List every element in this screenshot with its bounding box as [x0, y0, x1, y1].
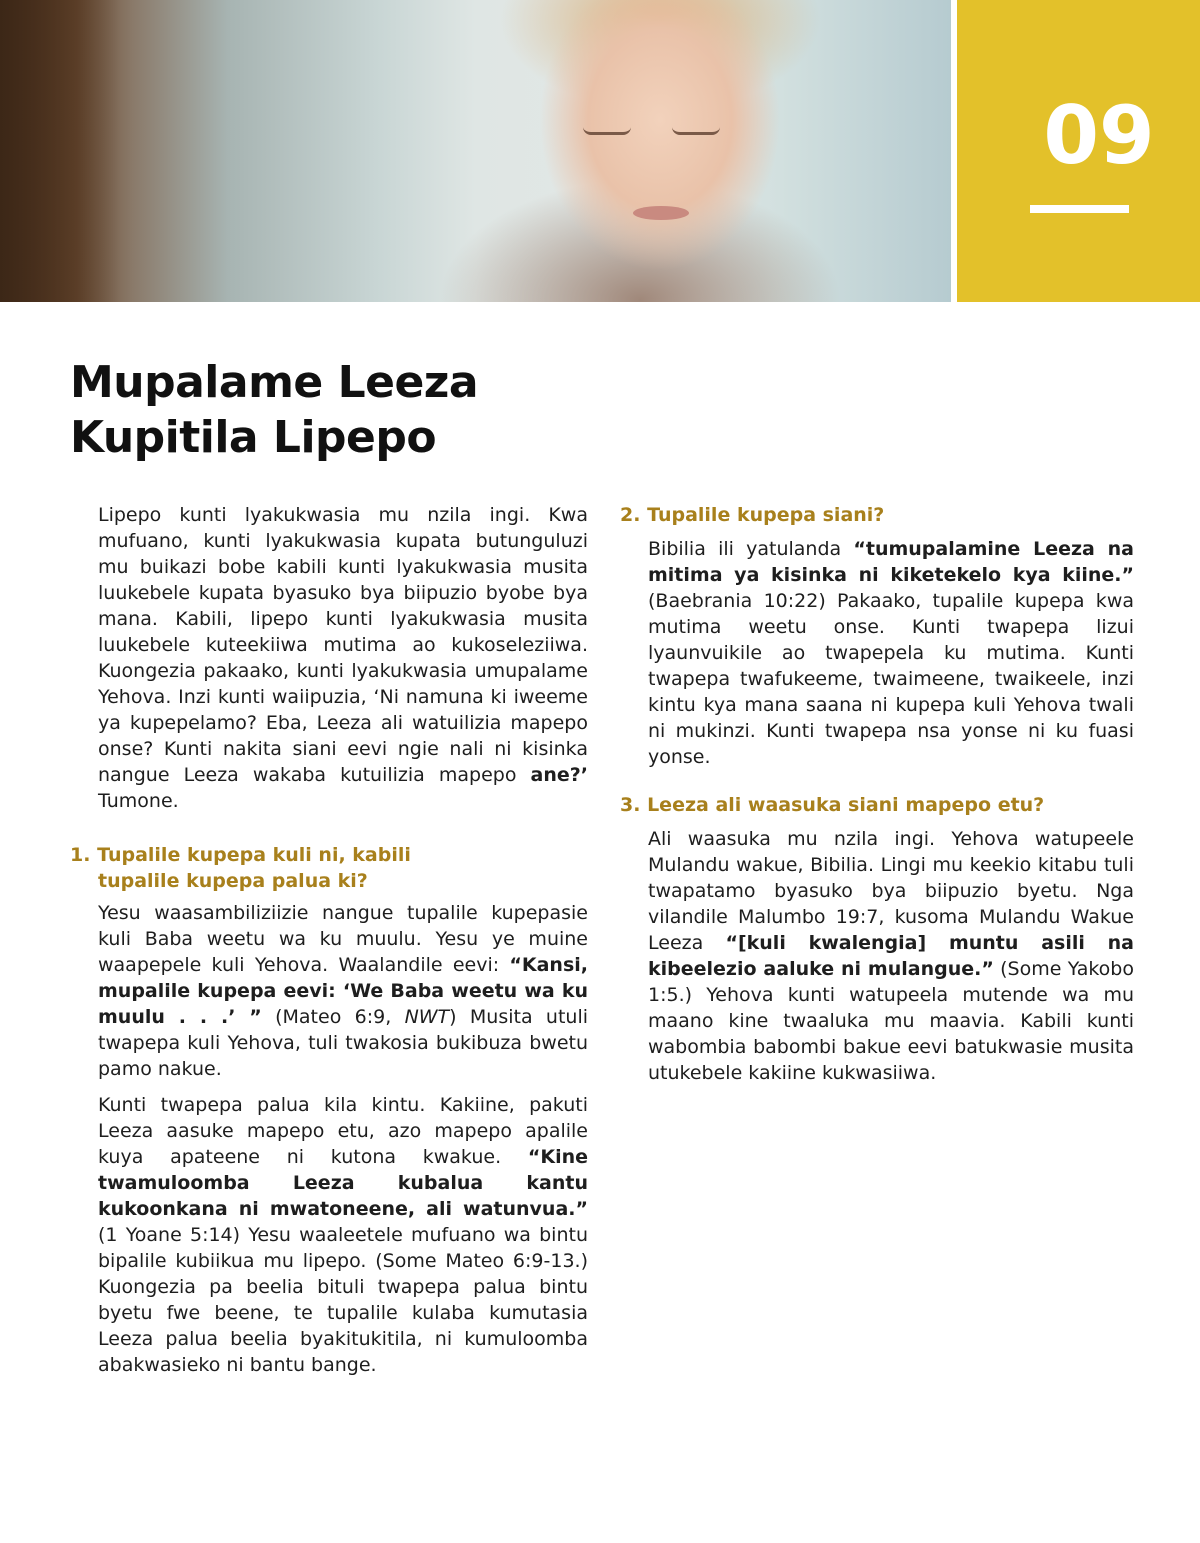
hero-photo-shadow	[0, 0, 120, 302]
s3p1-bold: “[kuli kwalengia] muntu asili na kibeelezio aaluke ni mulangue.”	[648, 932, 1134, 980]
question-3-text: Leeza ali waasuka siani mapepo etu?	[647, 794, 1045, 816]
page-title	[70, 355, 670, 465]
question-3	[620, 792, 1134, 818]
intro-text-end: Tumone.	[98, 790, 179, 812]
s1p2-bold: “Kine twamuloomba Leeza kubalua kantu kukoonkana ni mwatoneene, ali watunvua.”	[98, 1146, 588, 1220]
section-1-paragraph-1	[70, 900, 588, 1082]
question-1	[70, 842, 588, 894]
question-3-number: 3.	[620, 794, 641, 816]
question-2-text: Tupalile kupepa siani?	[647, 504, 885, 526]
intro-text: Lipepo kunti lyakukwasia mu nzila ingi. Kwa mufuano, kunti lyakukwasia kupata butunguluzi mu buikazi bobe kabili kunti lyakukwasia musita luukebele kupata byasuko bya biipuzio byobe bya mana. Kabili, lipepo kunti lyakukwasia musita luukebele kuteekiiwa mutima ao kukoseleziiwa. Kuongezia pakaako, kunti lyakukwasia umupalame Yehova. Inzi kunti waiipuzia, ‘Ni namuna ki iweeme ya kupepelamo? Eba, Leeza ali watuilizia mapepo onse? Kunti nakita siani eevi ngie nali ni kisinka nangue Leeza wakaba kutuilizia mapepo	[98, 504, 588, 786]
s1p1-italic: NWT	[404, 1006, 450, 1028]
hero-left-eye	[583, 127, 631, 135]
s2p1-text-b: (Baebrania 10:22) Pakaako, tupalile kupepa kwa mutima weetu onse. Kunti twapepa lizui lyaunvuikile ao twapepela ku mutima. Kunti twapepa twafukeeme, twaimeene, twaikeele, inzi kintu kya mana saana ni kupepa kuli Yehova twali ni mukinzi. Kunti twapepa nsa yonse ni ku fuasi yonse.	[648, 590, 1134, 768]
lesson-number-underline	[1030, 205, 1129, 213]
question-1-number: 1.	[70, 844, 91, 866]
left-column	[70, 502, 588, 1378]
page-title-line1: Mupalame Leeza	[70, 357, 479, 408]
s3p1-text: Ali waasuka mu nzila ingi. Yehova watupeele Mulandu wakue, Bibilia. Lingi mu keekio kitabu tuli twapatamo byasuko bya biipuzio byetu. Nga vilandile Malumbo 19:7, kusoma Mulandu Wakue Leeza	[648, 828, 1134, 954]
hero-photo	[0, 0, 951, 302]
lesson-number: 09	[1043, 89, 1155, 182]
right-column	[620, 502, 1134, 1086]
page-title-line2: Kupitila Lipepo	[70, 412, 437, 463]
section-3-paragraph	[620, 826, 1134, 1086]
hero-lips	[633, 206, 689, 220]
s2p1-bold: “tumupalamine Leeza na mitima ya kisinka ni kiketekelo kya kiine.”	[648, 538, 1134, 586]
lesson-badge	[957, 0, 1200, 302]
s2p1-text: Bibilia ili yatulanda	[648, 538, 854, 560]
s1p1-text: Yesu waasambiliziizie nangue tupalile kupepasie kuli Baba weetu wa ku muulu. Yesu ye muine waapepele kuli Yehova. Waalandile eevi:	[98, 902, 588, 976]
s1p1-text-b: (Mateo 6:9,	[261, 1006, 405, 1028]
s3p1-text-b: (Some Yakobo 1:5.) Yehova kunti watupeela mutende wa mu maano kine twaaluka mu maavia. Kabili kunti wabombia babombi bakue eevi batukwasie musita utukebele kakiine kukwasiiwa.	[648, 958, 1134, 1084]
question-2	[620, 502, 1134, 528]
section-1-paragraph-2	[70, 1092, 588, 1378]
question-1-line2: tupalile kupepa palua ki?	[98, 870, 368, 892]
s1p1-text-c: ) Musita utuli twapepa kuli Yehova, tuli twakosia bukibuza bwetu pamo nakue.	[98, 1006, 588, 1080]
question-2-number: 2.	[620, 504, 641, 526]
s1p2-text: Kunti twapepa palua kila kintu. Kakiine, pakuti Leeza aasuke mapepo etu, azo mapepo apalile kuya apateene ni kutona kwakue.	[98, 1094, 588, 1168]
hero-right-eye	[672, 127, 720, 135]
intro-paragraph	[70, 502, 588, 814]
question-1-line1: Tupalile kupepa kuli ni, kabili	[97, 844, 411, 866]
s1p1-bold: “Kansi, mupalile kupepa eevi: ‘We Baba weetu wa ku muulu . . .’ ”	[98, 954, 588, 1028]
section-2-paragraph	[620, 536, 1134, 770]
s1p2-text-b: (1 Yoane 5:14) Yesu waaleetele mufuano wa bintu bipalile kubiikua mu lipepo. (Some Mateo 6:9-13.) Kuongezia pa beelia bituli twapepa palua bintu byetu fwe beene, te tupalile kulaba kumutasia Leeza palua beelia byakitukitila, ni kumuloomba abakwasieko ni bantu bange.	[98, 1224, 588, 1376]
intro-bold: ane?’	[530, 764, 588, 786]
